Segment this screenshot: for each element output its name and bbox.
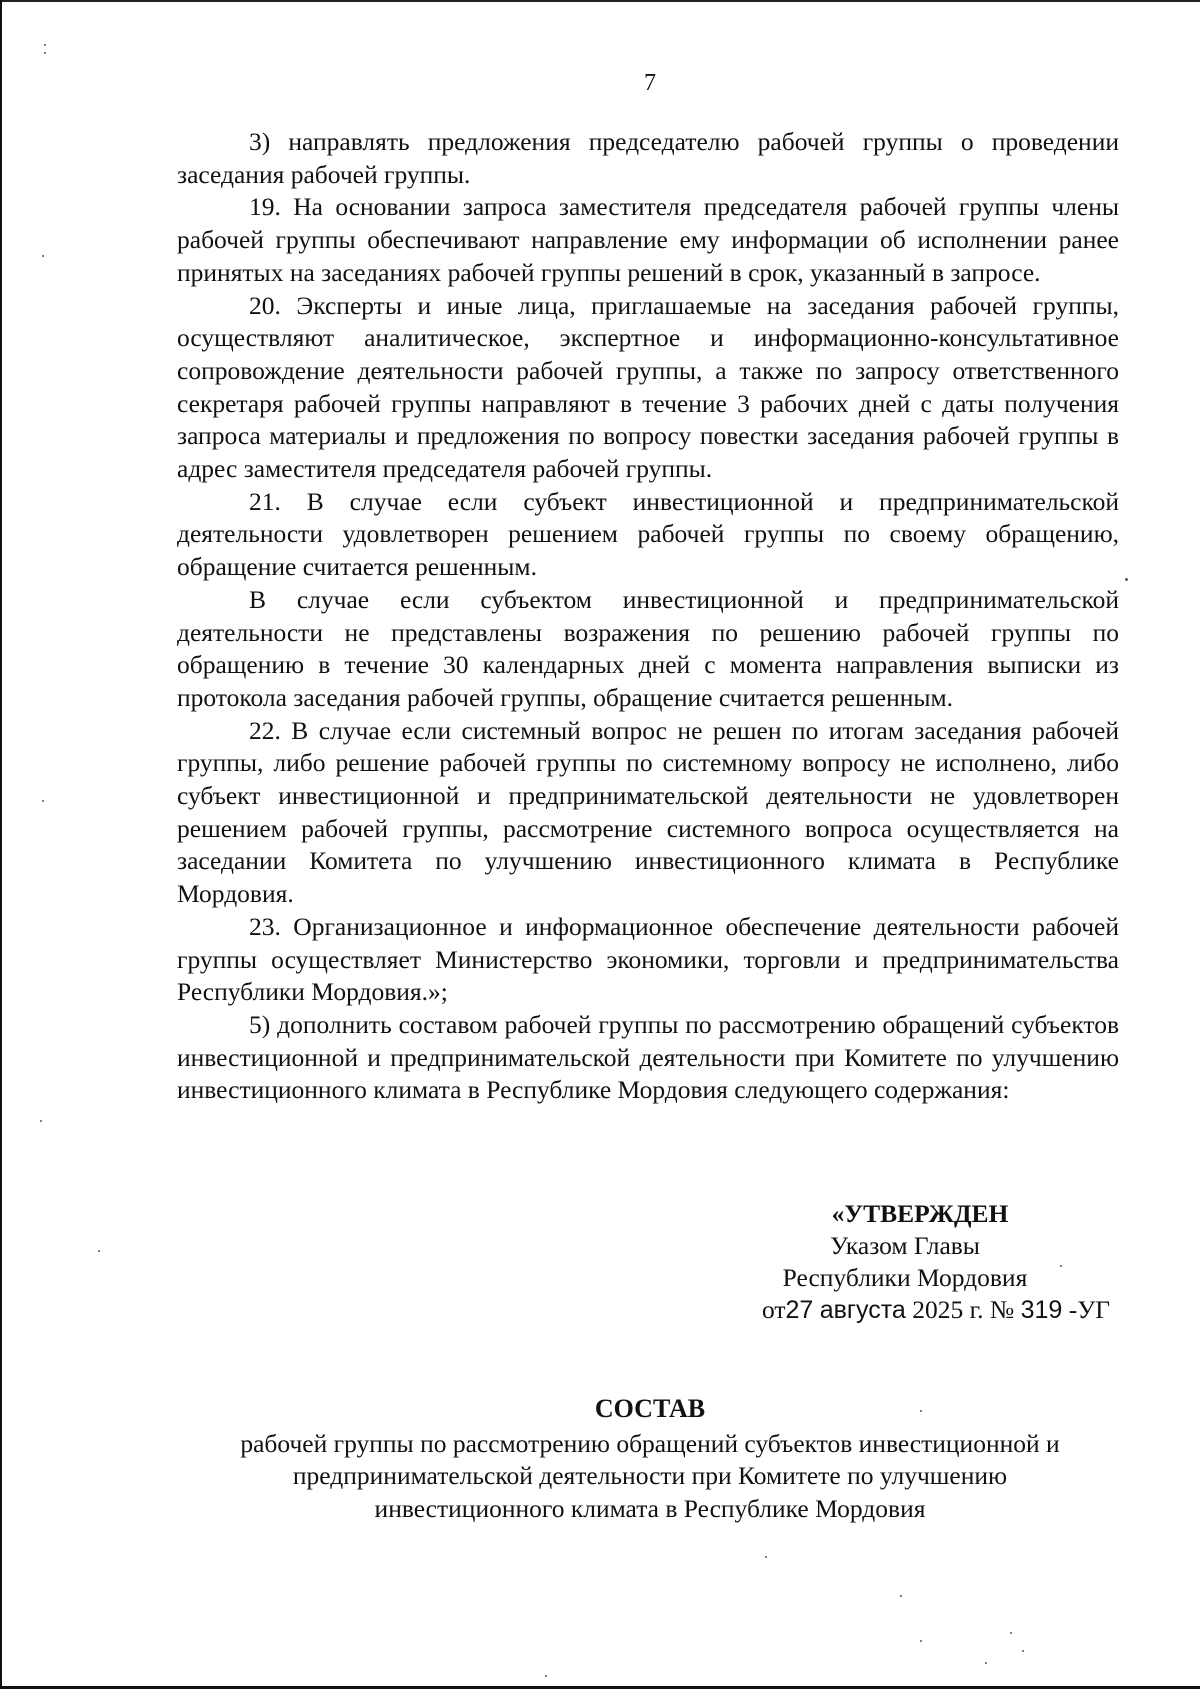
scan-speck xyxy=(920,1410,922,1412)
decree-number: 319 xyxy=(1020,1296,1063,1324)
scan-speck xyxy=(1022,1650,1024,1652)
paragraph-point-21: 21. В случае если субъект инвестиционной и предпринимательской деятельности удовлетворен решением рабочей группы по своему обращению, обращение считается решенным. xyxy=(177,486,1119,582)
composition-subtitle-line-1: рабочей группы по рассмотрению обращений субъектов инвестиционной и xyxy=(240,1428,1060,1458)
approval-decree-date-line xyxy=(700,1294,1110,1326)
scan-edge-top xyxy=(0,0,1200,2)
decree-year: 2025 г. № xyxy=(912,1295,1015,1324)
scan-speck xyxy=(920,1640,922,1642)
scan-speck xyxy=(1125,578,1128,581)
paragraph-item-5: 5) дополнить составом рабочей группы по рассмотрению обращений субъектов инвестиционной и предпринимательской деятельности при Комитете по улучшению инвестиционного климата в Республике Мордовия следующего содержания: xyxy=(177,1009,1119,1105)
scan-edge-left xyxy=(0,0,2,1689)
approval-line-republic: Республики Мордовия xyxy=(782,1263,1028,1292)
decree-day: 27 xyxy=(785,1296,814,1324)
page-number: 7 xyxy=(644,70,656,96)
paragraph-point-22: 22. В случае если системный вопрос не решен по итогам заседания рабочей группы, либо решение рабочей группы по системному вопросу не исполнено, либо субъект инвестиционной и предпринимательской деятельности не удовлетворен решением рабочей группы, рассмотрение системного вопроса осуществляется на заседании Комитета по улучшению инвестиционного климата в Республике Мордовия. xyxy=(177,715,1119,909)
approval-line-decree: Указом Главы xyxy=(830,1231,980,1260)
scan-speck xyxy=(1060,1265,1062,1267)
composition-title: СОСТАВ xyxy=(594,1394,706,1423)
composition-heading xyxy=(160,1393,1140,1525)
date-prefix: от xyxy=(761,1295,786,1324)
scan-speck xyxy=(1010,1632,1012,1634)
scan-speck xyxy=(985,1662,987,1664)
paragraph-item-3: 3) направлять предложения председателю рабочей группы о проведении заседания рабочей группы. xyxy=(177,127,1119,189)
decree-month: августа xyxy=(819,1296,906,1324)
composition-subtitle-line-3: инвестиционного климата в Республике Мордовия xyxy=(374,1493,926,1523)
scan-speck xyxy=(40,1120,42,1122)
approval-block xyxy=(700,1198,1110,1326)
body-text xyxy=(177,126,1119,1107)
scan-speck xyxy=(44,52,46,54)
paragraph-point-21-continuation: В случае если субъектом инвестиционной и предпринимательской деятельности не представлены возражения по решению рабочей группы по обращению в течение 30 календарных дней с момента направления выписки из протокола заседания рабочей группы, обращение считается решенным. xyxy=(177,584,1119,712)
paragraph-point-20: 20. Эксперты и иные лица, приглашаемые на заседания рабочей группы, осуществляют аналитическое, экспертное и информационно-консультативное сопровождение деятельности рабочей группы, а также по запросу ответственного секретаря рабочей группы направляют в течение 3 рабочих дней с даты получения запроса материалы и предложения по вопросу повестки заседания рабочей группы в адрес заместителя председателя рабочей группы. xyxy=(177,290,1119,484)
paragraph-point-19: 19. На основании запроса заместителя председателя рабочей группы члены рабочей группы обеспечивают направление ему информации об исполнении ранее принятых на заседаниях рабочей группы решений в срок, указанный в запросе. xyxy=(177,192,1119,287)
scan-speck xyxy=(42,255,44,257)
scan-speck xyxy=(545,1675,547,1677)
scan-speck xyxy=(42,800,44,802)
scan-speck xyxy=(900,1595,902,1597)
scan-speck xyxy=(44,44,46,46)
decree-suffix: -УГ xyxy=(1068,1295,1110,1324)
scan-speck xyxy=(765,1556,767,1558)
composition-subtitle-line-2: предпринимательской деятельности при Комитете по улучшению xyxy=(292,1461,1008,1490)
approval-title: «УТВЕРЖДЕН xyxy=(831,1199,1009,1228)
paragraph-point-23: 23. Организационное и информационное обеспечение деятельности рабочей группы осуществляет Министерство экономики, торговли и предпринимательства Республики Мордовия.»; xyxy=(177,911,1119,1007)
scan-speck xyxy=(98,1250,100,1252)
